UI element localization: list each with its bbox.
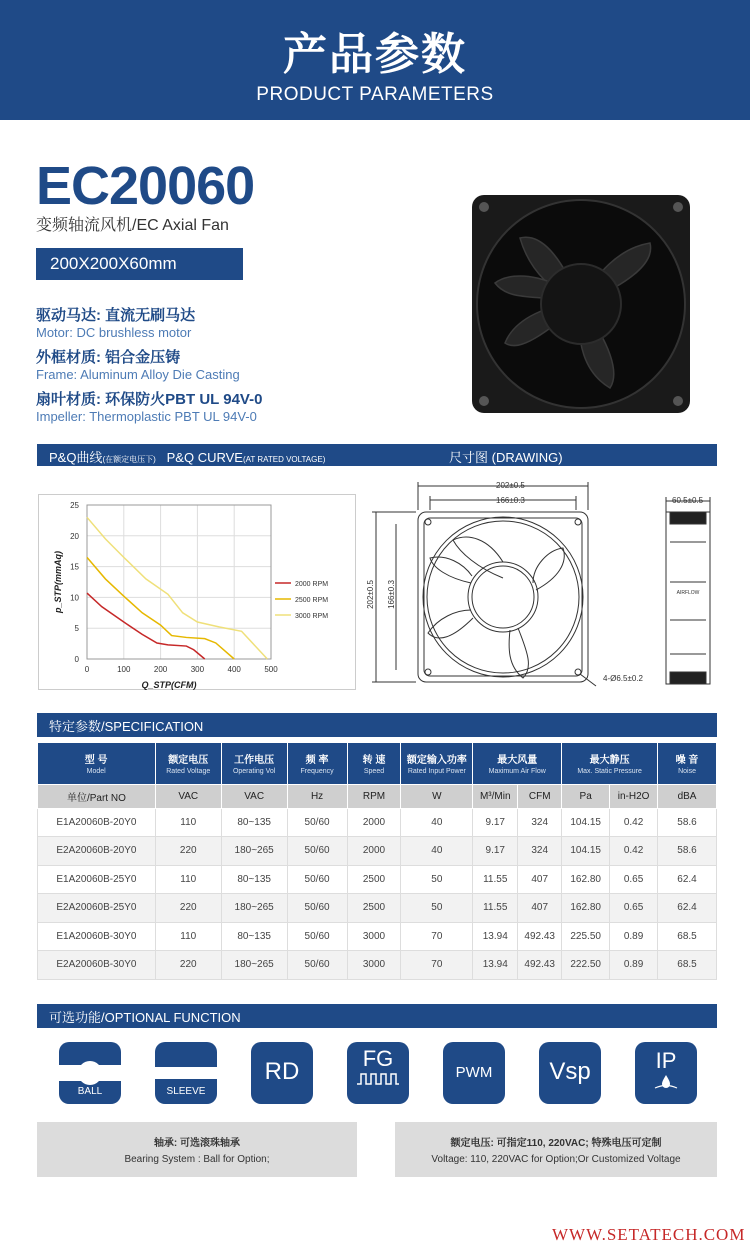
table-cell: 62.4 <box>658 894 717 923</box>
voltage-note <box>395 1122 717 1177</box>
table-cell: 0.42 <box>610 808 658 837</box>
table-cell: E1A20060B-30Y0 <box>38 922 156 951</box>
table-row <box>38 837 717 866</box>
unit-cell: VAC <box>155 784 221 808</box>
th-pressure: 最大静压 Max. Static Pressure <box>562 743 658 784</box>
dim-height-inner: 166±0.3 <box>386 580 396 609</box>
y-tick-label: 0 <box>74 655 79 664</box>
table-cell: 80~135 <box>221 922 287 951</box>
curve-section-bar <box>37 444 717 466</box>
y-axis-label: p_STP(mmAq) <box>53 550 63 614</box>
table-cell: 180~265 <box>221 837 287 866</box>
table-cell: 324 <box>518 837 562 866</box>
bearing-note-cn: 轴承: 可选滚珠轴承 <box>153 1138 241 1149</box>
legend-label: 2000 RPM <box>295 581 329 588</box>
table-cell: 407 <box>518 865 562 894</box>
spec-en: Impeller: Thermoplastic PBT UL 94V-0 <box>36 409 257 424</box>
table-cell: 492.43 <box>518 922 562 951</box>
table-cell: 50/60 <box>287 951 347 980</box>
bearing-note <box>37 1122 357 1177</box>
table-cell: 80~135 <box>221 808 287 837</box>
x-tick-label: 300 <box>190 665 205 674</box>
table-cell: 407 <box>518 894 562 923</box>
table-cell: E2A20060B-25Y0 <box>38 894 156 923</box>
table-cell: 220 <box>155 894 221 923</box>
spec-en: Frame: Aluminum Alloy Die Casting <box>36 367 240 382</box>
spec-table <box>37 743 717 980</box>
page-header <box>0 0 750 120</box>
th-frequency: 频 率 Frequency <box>287 743 347 784</box>
unit-cell: M³/Min <box>473 784 518 808</box>
curve-bar-en-small: (AT RATED VOLTAGE) <box>242 455 326 464</box>
table-cell: 11.55 <box>473 865 518 894</box>
product-subtitle: 变频轴流风机/EC Axial Fan <box>36 217 229 234</box>
dim-width-outer: 202±0.5 <box>496 481 525 490</box>
table-cell: 162.80 <box>562 865 610 894</box>
fg-label: FG <box>362 1046 394 1071</box>
table-cell: 58.6 <box>658 808 717 837</box>
table-cell: 110 <box>155 808 221 837</box>
unit-cell: W <box>401 784 473 808</box>
table-cell: 3000 <box>347 922 401 951</box>
table-cell: 0.42 <box>610 837 658 866</box>
ball-label: BALL <box>77 1086 103 1097</box>
pq-chart <box>39 495 357 691</box>
table-cell: 222.50 <box>562 951 610 980</box>
table-cell: 50/60 <box>287 894 347 923</box>
website-watermark: WWW.SETATECH.COM <box>552 1225 746 1244</box>
table-cell: 492.43 <box>518 951 562 980</box>
table-cell: 0.65 <box>610 865 658 894</box>
optional-section-bar: 可选功能/OPTIONAL FUNCTION <box>37 1004 717 1028</box>
pulse-wave-icon <box>356 1072 400 1086</box>
product-size: 200X200X60mm <box>36 248 243 280</box>
voltage-note-en: Voltage: 110, 220VAC for Option;Or Customized Voltage <box>431 1154 681 1165</box>
curve-bar-en: P&Q CURVE <box>166 450 243 465</box>
table-cell: E1A20060B-20Y0 <box>38 808 156 837</box>
pq-chart-frame <box>38 494 356 690</box>
header-title-en: PRODUCT PARAMETERS <box>256 84 494 105</box>
table-cell: 50/60 <box>287 922 347 951</box>
unit-cell: dBA <box>658 784 717 808</box>
table-cell: 110 <box>155 865 221 894</box>
table-cell: 40 <box>401 808 473 837</box>
table-cell: E2A20060B-20Y0 <box>38 837 156 866</box>
y-tick-label: 5 <box>74 624 79 634</box>
table-cell: 70 <box>401 922 473 951</box>
spec-section-bar: 特定参数/SPECIFICATION <box>37 713 717 737</box>
table-cell: 50 <box>401 865 473 894</box>
table-cell: 2000 <box>347 808 401 837</box>
curve-bar-cn-small: (在额定电压下) <box>102 455 156 464</box>
series-line-2000-rpm <box>87 593 205 659</box>
fan-photo <box>470 193 692 415</box>
table-cell: 162.80 <box>562 894 610 923</box>
table-cell: 225.50 <box>562 922 610 951</box>
side-drawing <box>660 494 716 690</box>
table-cell: 110 <box>155 922 221 951</box>
y-tick-label: 20 <box>70 531 79 541</box>
spec-item-motor <box>36 304 195 340</box>
curve-bar-cn: P&Q曲线 <box>49 450 103 465</box>
table-cell: 104.15 <box>562 808 610 837</box>
unit-cell: in-H2O <box>610 784 658 808</box>
spec-item-impeller <box>36 388 262 424</box>
table-cell: 3000 <box>347 951 401 980</box>
legend-label: 2500 RPM <box>295 597 329 604</box>
table-cell: 13.94 <box>473 951 518 980</box>
x-tick-label: 100 <box>117 665 131 674</box>
x-tick-label: 200 <box>153 665 168 674</box>
th-airflow: 最大风量 Maximum Air Flow <box>473 743 562 784</box>
x-axis-label: Q_STP(CFM) <box>141 680 197 690</box>
th-operating-voltage: 工作电压 Operating Vol <box>221 743 287 784</box>
th-rated-voltage: 额定电压 Rated Voltage <box>155 743 221 784</box>
table-row <box>38 951 717 980</box>
spec-en: Motor: DC brushless motor <box>36 325 192 340</box>
th-model: 型 号 Model <box>38 743 156 784</box>
fg-icon <box>347 1042 409 1104</box>
table-header-row <box>38 743 717 784</box>
side-brand: AIRFLOW <box>676 590 700 596</box>
x-tick-label: 400 <box>227 665 241 674</box>
header-title-cn: 产品参数 <box>283 29 467 80</box>
table-row <box>38 865 717 894</box>
table-cell: 50/60 <box>287 837 347 866</box>
table-cell: 62.4 <box>658 865 717 894</box>
rd-icon: RD <box>251 1042 313 1104</box>
table-cell: 9.17 <box>473 808 518 837</box>
ip-icon <box>635 1042 697 1104</box>
spec-cn: 扇叶材质: 环保防火PBT UL 94V-0 <box>36 391 263 408</box>
bearing-note-en: Bearing System : Ball for Option; <box>124 1154 270 1165</box>
unit-cell: Pa <box>562 784 610 808</box>
table-cell: 324 <box>518 808 562 837</box>
sleeve-label: SLEEVE <box>166 1086 206 1097</box>
unit-cell: Hz <box>287 784 347 808</box>
dim-height-outer: 202±0.5 <box>365 580 375 609</box>
unit-cell: CFM <box>518 784 562 808</box>
spec-cn: 驱动马达: 直流无刷马达 <box>36 307 196 324</box>
th-power: 额定输入功率 Rated Input Power <box>401 743 473 784</box>
table-cell: 2500 <box>347 894 401 923</box>
th-noise: 噪 音 Noise <box>658 743 717 784</box>
table-cell: 13.94 <box>473 922 518 951</box>
table-cell: 68.5 <box>658 951 717 980</box>
dim-width-inner: 166±0.3 <box>496 496 525 505</box>
table-cell: 9.17 <box>473 837 518 866</box>
table-cell: 0.89 <box>610 922 658 951</box>
x-tick-label: 0 <box>84 665 90 674</box>
table-cell: 50/60 <box>287 865 347 894</box>
series-line-3000-rpm <box>87 517 267 659</box>
table-cell: 220 <box>155 837 221 866</box>
front-drawing <box>365 478 608 690</box>
vsp-icon: Vsp <box>539 1042 601 1104</box>
unit-cell: VAC <box>221 784 287 808</box>
table-cell: 2000 <box>347 837 401 866</box>
table-cell: 68.5 <box>658 922 717 951</box>
table-row <box>38 894 717 923</box>
table-cell: 2500 <box>347 865 401 894</box>
table-cell: 220 <box>155 951 221 980</box>
water-drop-icon <box>651 1074 681 1090</box>
ip-label: IP <box>655 1048 677 1073</box>
dim-depth: 60.5±0.5 <box>672 496 704 505</box>
table-cell: 180~265 <box>221 894 287 923</box>
y-tick-label: 15 <box>70 562 79 572</box>
table-cell: 70 <box>401 951 473 980</box>
table-cell: 104.15 <box>562 837 610 866</box>
table-row <box>38 922 717 951</box>
x-tick-label: 500 <box>264 665 278 674</box>
pwm-icon: PWM <box>443 1042 505 1104</box>
table-cell: 180~265 <box>221 951 287 980</box>
drawing-bar-label: 尺寸图 (DRAWING) <box>449 450 563 465</box>
table-cell: E1A20060B-25Y0 <box>38 865 156 894</box>
voltage-note-cn: 额定电压: 可指定110, 220VAC; 特殊电压可定制 <box>450 1138 662 1149</box>
dim-hole: 4-Ø6.5±0.2 <box>603 674 643 683</box>
table-cell: 58.6 <box>658 837 717 866</box>
table-cell: 0.89 <box>610 951 658 980</box>
table-unit-row <box>38 784 717 808</box>
y-tick-label: 10 <box>70 593 79 603</box>
product-model: EC20060 <box>36 156 255 216</box>
th-speed: 转 速 Speed <box>347 743 401 784</box>
table-cell: 50 <box>401 894 473 923</box>
unit-cell: RPM <box>347 784 401 808</box>
spec-cn: 外框材质: 铝合金压铸 <box>36 349 181 366</box>
table-cell: 0.65 <box>610 894 658 923</box>
y-tick-label: 25 <box>70 501 79 510</box>
sleeve-bearing-icon <box>155 1042 217 1104</box>
spec-item-frame <box>36 346 240 382</box>
table-cell: 50/60 <box>287 808 347 837</box>
table-cell: E2A20060B-30Y0 <box>38 951 156 980</box>
table-cell: 40 <box>401 837 473 866</box>
legend-label: 3000 RPM <box>295 613 329 620</box>
table-cell: 80~135 <box>221 865 287 894</box>
table-row <box>38 808 717 837</box>
table-cell: 11.55 <box>473 894 518 923</box>
unit-cell: 单位/Part NO <box>38 784 156 808</box>
ball-bearing-icon <box>59 1042 121 1104</box>
